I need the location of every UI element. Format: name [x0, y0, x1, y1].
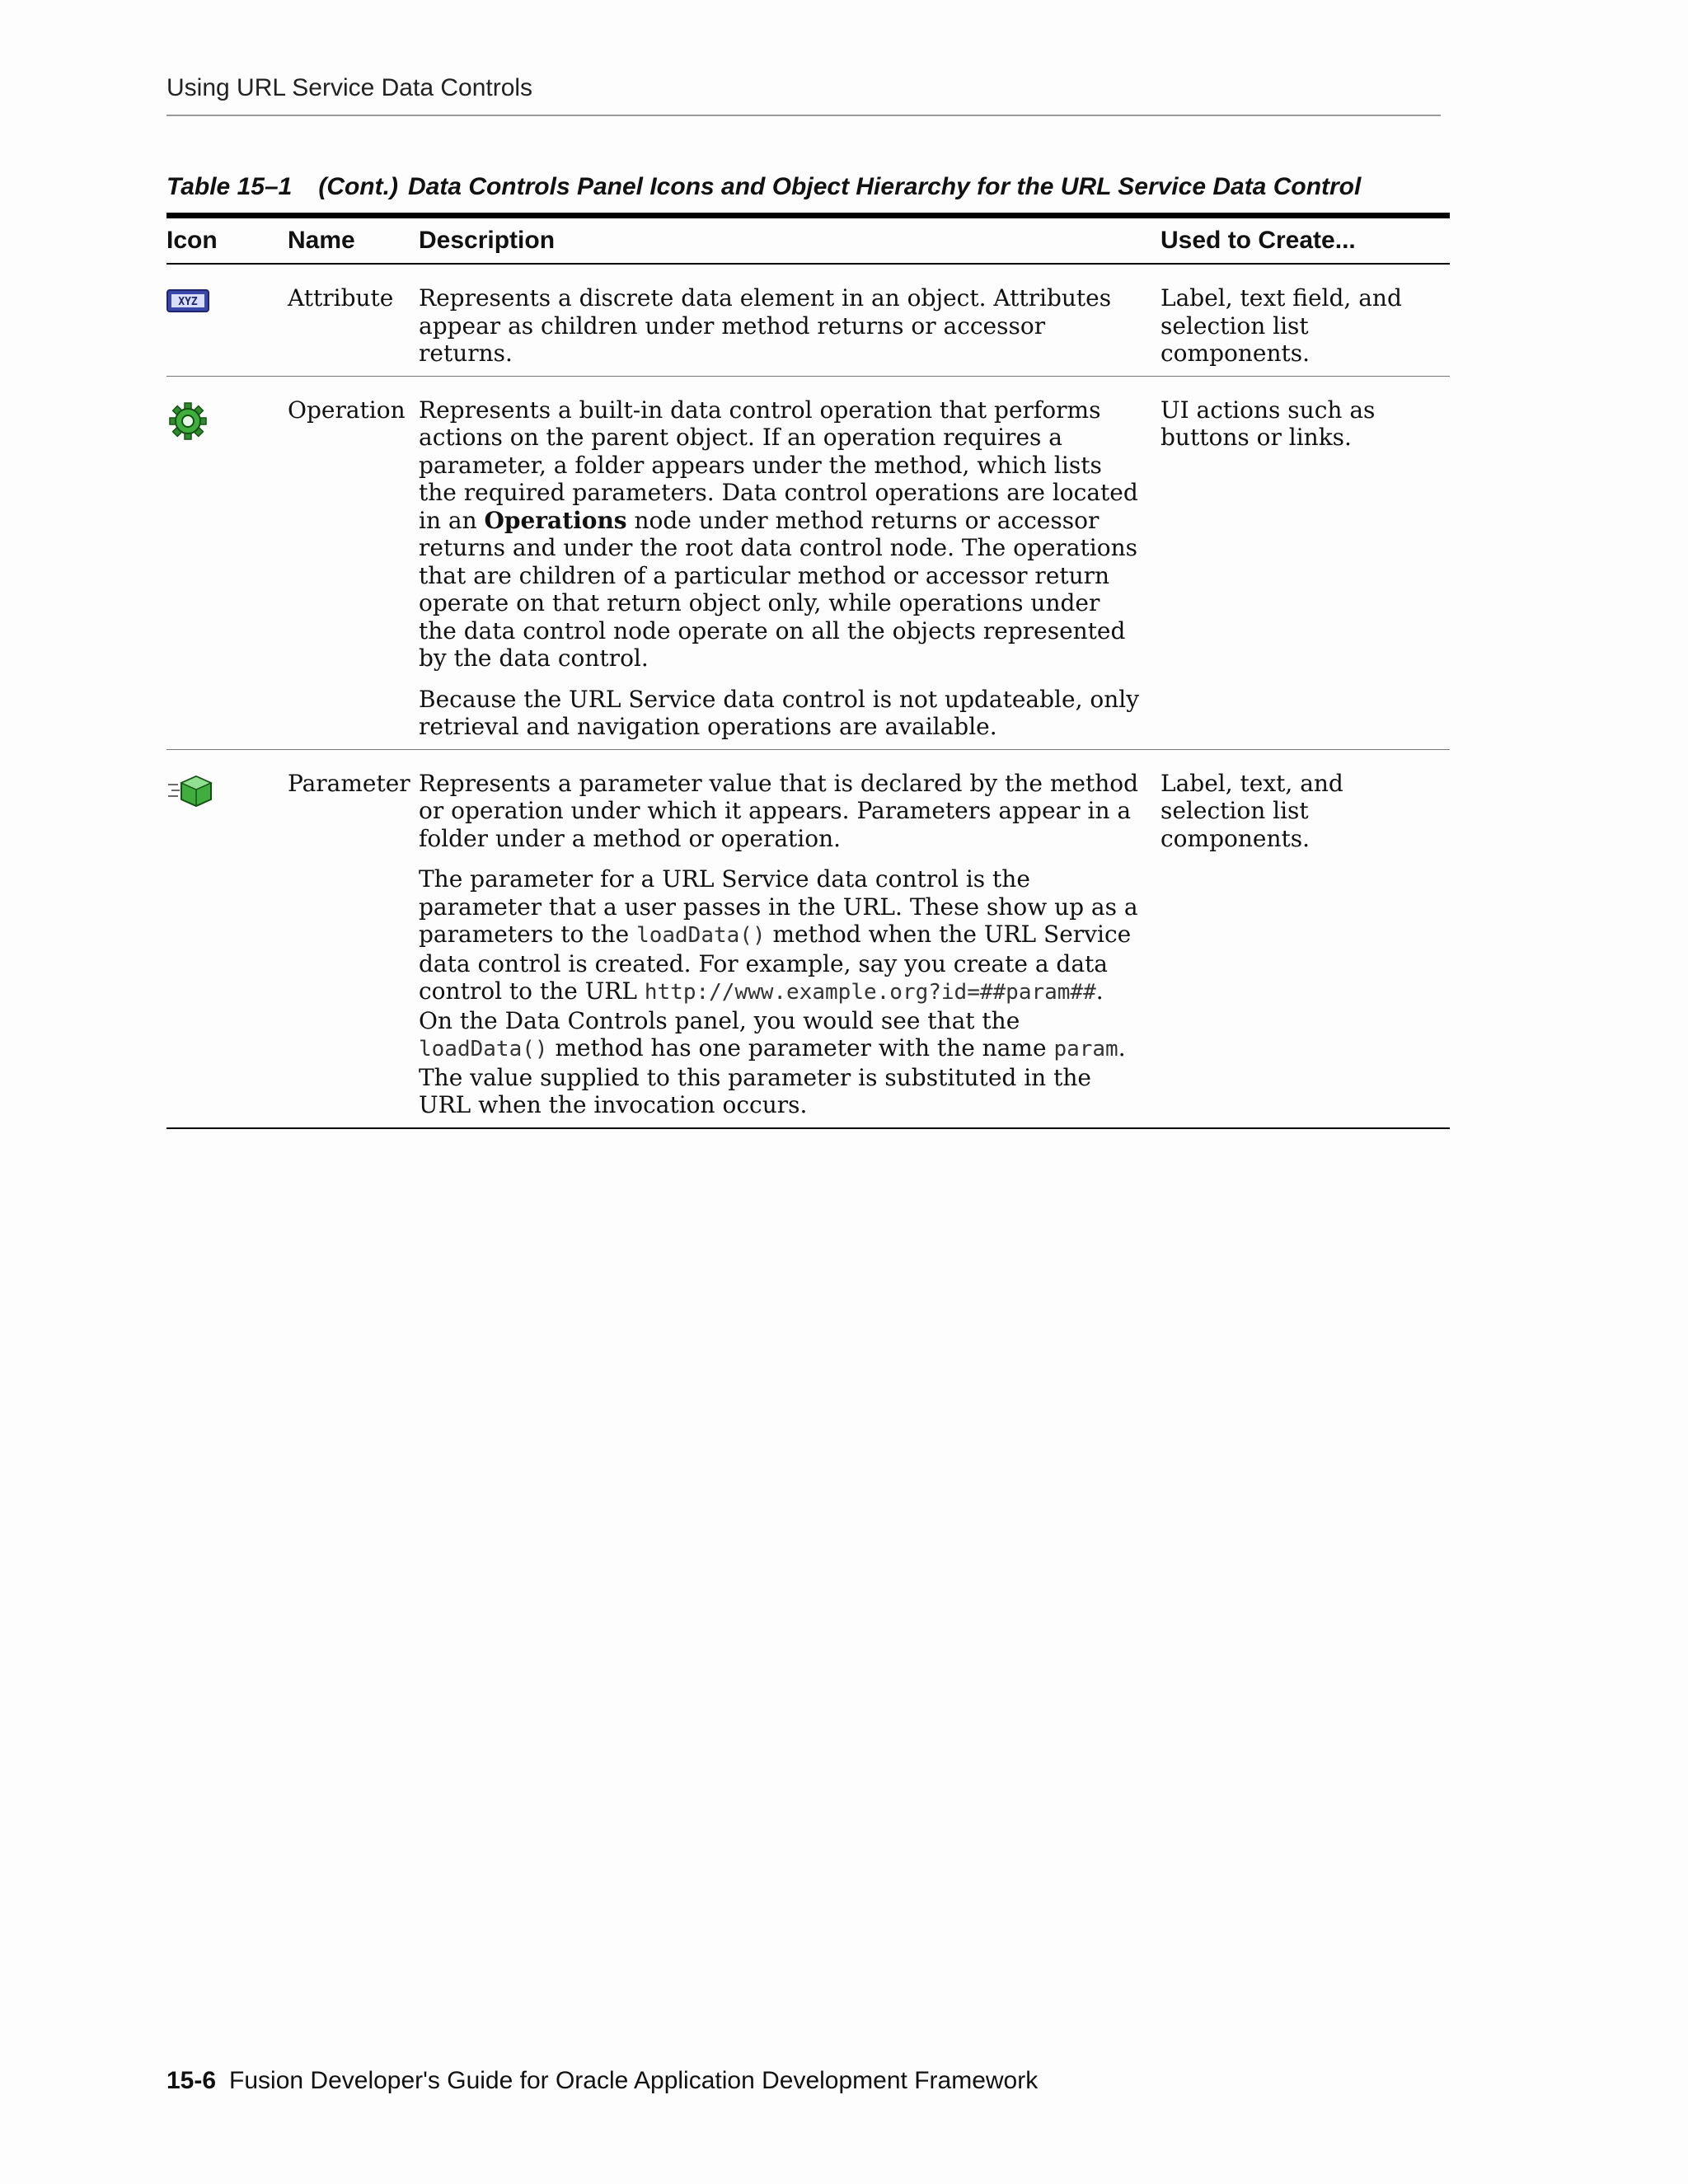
description-text: method has one parameter with the name [547, 1034, 1054, 1062]
description-text: method when the URL Service data control is created. For example, say you create a data control to the URL [419, 921, 1132, 1005]
description-text: Represents a built-in data control operation that performs actions on the parent object. If an operation requires a parameter, a folder appears under the method, which lists the required parameters. Data control operations are located in an [419, 396, 1138, 534]
description-text: . The value supplied to this parameter is substituted in the URL when the invocation occurs. [419, 1034, 1126, 1118]
code-loaddata: loadData() [419, 1037, 548, 1062]
caption-cont: (Cont.) [318, 173, 398, 200]
attribute-xyz-icon [166, 288, 209, 321]
name-cell: Parameter [288, 769, 410, 797]
table-header-row [166, 216, 1450, 265]
table-row [166, 376, 1450, 749]
table-row [166, 749, 1450, 1128]
book-title: Fusion Developer's Guide for Oracle Application Development Framework [229, 2067, 1039, 2094]
used-to-create-cell: Label, text field, and selection list components. [1160, 284, 1402, 367]
name-cell: Attribute [288, 284, 394, 312]
description-text: node under method returns or accessor returns and under the root data control node. The operations that are children of a particular method or accessor return operate on that return object only, while operations under the data control node operate on all the objects represented by the data control. [419, 506, 1137, 672]
header-used-to-create: Used to Create... [1160, 227, 1356, 254]
description-paragraph: Because the URL Service data control is not updateable, only retrieval and navigation operations are available. [419, 685, 1140, 740]
description-cell [419, 264, 1160, 376]
caption-number: Table 15–1 [166, 173, 293, 200]
description-paragraph: Represents a parameter value that is declared by the method or operation under which it appears. Parameters appear in a folder under a method or operation. [419, 769, 1139, 852]
icon-cell [166, 749, 288, 1128]
description-text: The parameter for a URL Service data control is the parameter that a user passes in the URL. These show up as a parameters to the [419, 865, 1138, 948]
description-cell [419, 376, 1160, 749]
parameter-cube-icon [166, 773, 214, 814]
description-text: . On the Data Controls panel, you would see that the [419, 977, 1104, 1034]
icon-cell [166, 264, 288, 376]
description-cell [419, 749, 1160, 1128]
header-rule [166, 115, 1441, 116]
table-caption [166, 173, 1361, 201]
code-url: http://www.example.org?id=##param## [644, 980, 1096, 1005]
header-icon: Icon [166, 227, 218, 254]
table-row [166, 264, 1450, 376]
header-name: Name [288, 227, 355, 254]
page-footer [166, 2067, 1038, 2095]
description-paragraph [419, 396, 1141, 673]
caption-title: Data Controls Panel Icons and Object Hierarchy for the URL Service Data Control [407, 173, 1362, 200]
icon-cell [166, 376, 288, 749]
svg-text:XYZ: XYZ [178, 296, 198, 308]
code-loaddata: loadData() [636, 923, 766, 948]
operations-node-term: Operations [484, 506, 627, 534]
used-to-create-cell: Label, text, and selection list components. [1160, 769, 1343, 852]
operation-gear-icon [166, 400, 209, 449]
description-paragraph: Represents a discrete data element in an object. Attributes appear as children under method returns or accessor returns. [419, 284, 1112, 367]
data-controls-table [166, 213, 1450, 1129]
code-param: param [1053, 1037, 1118, 1062]
running-head: Using URL Service Data Controls [166, 74, 533, 101]
name-cell: Operation [288, 396, 406, 424]
page-number: 15-6 [166, 2067, 217, 2094]
description-paragraph [419, 865, 1141, 1119]
header-description: Description [419, 227, 556, 254]
used-to-create-cell: UI actions such as buttons or links. [1160, 396, 1376, 451]
